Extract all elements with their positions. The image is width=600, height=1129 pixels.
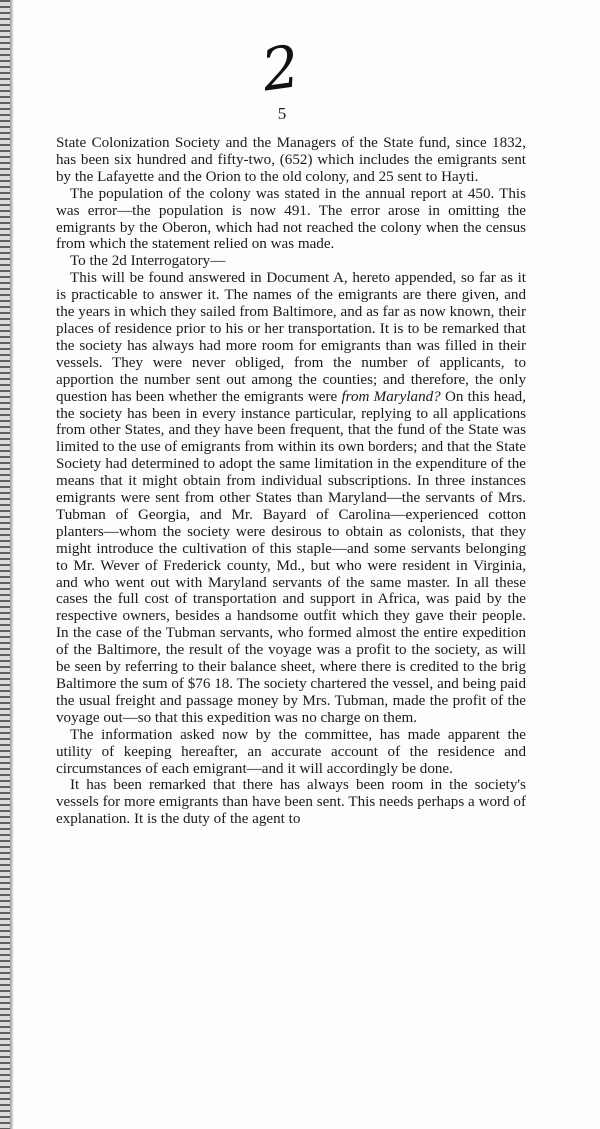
paragraph-committee-information: The information asked now by the committee, has made apparent the utility of keeping hereafter, an accurate account of the residence and circumstances of each emigrant—and it will accordingly be done. (56, 726, 526, 777)
paragraph-continuation: State Colonization Society and the Managers of the State fund, since 1832, has been six hundred and fifty-two, (652) which includes the emigrants sent by the Lafayette and the Orion to the old colony, and 25 sent to Hayti. (56, 135, 526, 185)
heading-second-interrogatory: To the 2d Interrogatory— (70, 253, 226, 270)
paragraph-population: The population of the colony was stated in the annual report at 450. This was error—the population is now 491. The error arose in omitting the emigrants by the Oberon, which had not reached the colony when the census from which the statement relied on was made. (56, 185, 526, 253)
page-number: 5 (277, 104, 287, 123)
binding-edge (0, 0, 10, 1129)
emphasis-from-maryland: from Maryland? (341, 388, 441, 405)
handwritten-page-mark: 2 (257, 32, 304, 105)
body-text (56, 135, 526, 828)
paragraph-vessel-room: It has been remarked that there has always been room in the society's vessels for more emigrants than have been sent. This needs perhaps a word of explanation. It is the duty of the agent to (56, 777, 526, 828)
paragraph-text-after: On this head, the society has been in every instance particular, replying to all applications from other States, and they have been frequent, that the fund of the State was limited to the use of emigrants from within its own borders; and that the State Society had determined to adopt the same limitation in the expenditure of the means that it might obtain from individual subscriptions. In three instances emigrants were sent from other States than Maryland—the servants of Mrs. Tubman of Georgia, and Mr. Bayard of Carolina—experienced cotton planters—whom the society were desirous to obtain as colonists, that they might introduce the cultivation of this staple—and some servants belonging to Mr. Wever of Frederick county, Md., but who were resident in Virginia, and who went out with Maryland servants of the same master. In all these cases the full cost of transportation and support in Africa, was paid by the respective owners, besides a handsome outfit which they gave their people. In the case of the Tubman servants, who formed almost the entire expedition of the Baltimore, the result of the voyage was a profit to the society, as will be seen by referring to their balance sheet, where there is credited to the brig Baltimore the sum of $76 18. The society chartered the vessel, and being paid the usual freight and passage money by Mrs. Tubman, made the profit of the voyage out—so that this expedition was no charge on them. (56, 388, 526, 726)
paragraph-document-a (56, 270, 526, 726)
binding-shadow (10, 0, 14, 1129)
paragraph-text-before: This will be found answered in Document A, hereto appended, so far as it is practicable to answer it. The names of the emigrants are there given, and the years in which they sailed from Baltimore, and as far as now known, their places of residence prior to his or her transportation. It is to be remarked that the society has always had more room for emigrants than was filled in their vessels. They were never obliged, from the number of applicants, to apportion the number sent out among the counties; and therefore, the only question has been whether the emigrants were (56, 270, 526, 405)
